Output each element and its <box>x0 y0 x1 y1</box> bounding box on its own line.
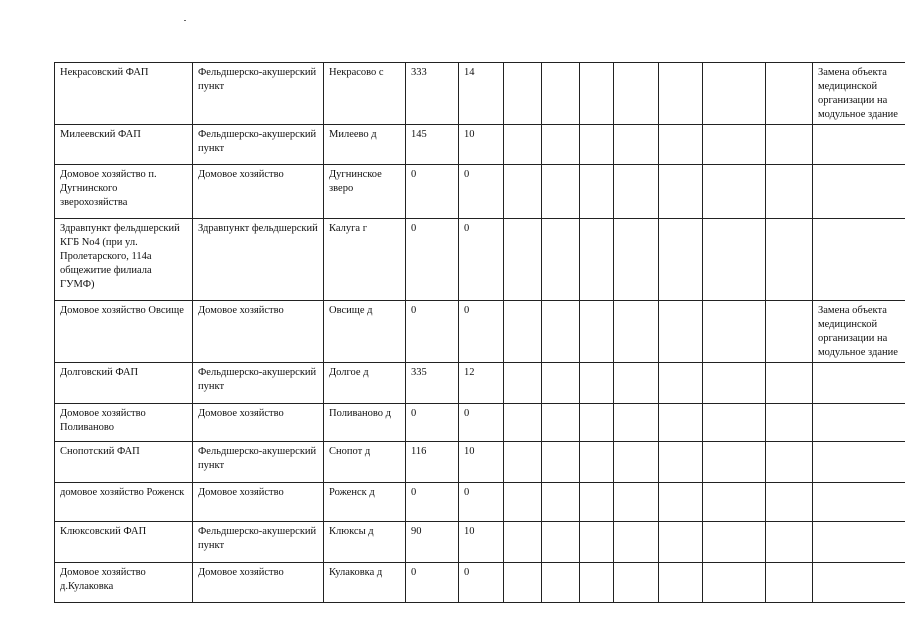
empty-cell <box>614 522 659 563</box>
empty-cell <box>614 363 659 404</box>
facility-name: Здравпункт фельдшерский КГБ No4 (при ул. Пролетарского, 114а общежитие филиала ГУМФ) <box>55 219 193 301</box>
value-1: 145 <box>406 125 459 165</box>
locality: Поливаново д <box>324 404 406 442</box>
empty-cell <box>504 442 542 483</box>
facility-type: Фельдшерско-акушерский пункт <box>193 442 324 483</box>
empty-cell <box>703 63 766 125</box>
table-row <box>55 363 905 404</box>
value-1: 0 <box>406 483 459 522</box>
empty-cell <box>703 522 766 563</box>
value-2: 0 <box>459 301 504 363</box>
empty-cell <box>580 125 614 165</box>
facility-name: Домовое хозяйство д.Кулаковка <box>55 563 193 603</box>
locality: Милеево д <box>324 125 406 165</box>
empty-cell <box>580 563 614 603</box>
empty-cell <box>703 165 766 219</box>
locality: Калуга г <box>324 219 406 301</box>
value-2: 12 <box>459 363 504 404</box>
note <box>813 522 905 563</box>
empty-cell <box>703 363 766 404</box>
value-1: 90 <box>406 522 459 563</box>
empty-cell <box>542 483 580 522</box>
empty-cell <box>614 125 659 165</box>
empty-cell <box>614 301 659 363</box>
note: Замена объекта медицинской организации на модульное здание <box>813 301 905 363</box>
note <box>813 404 905 442</box>
empty-cell <box>659 522 703 563</box>
value-1: 0 <box>406 404 459 442</box>
empty-cell <box>614 165 659 219</box>
empty-cell <box>766 404 813 442</box>
empty-cell <box>766 301 813 363</box>
empty-cell <box>659 483 703 522</box>
value-1: 0 <box>406 563 459 603</box>
empty-cell <box>504 63 542 125</box>
empty-cell <box>659 404 703 442</box>
facility-type: Здравпункт фельдшерский <box>193 219 324 301</box>
table-row <box>55 219 905 301</box>
facility-name: Клюксовский ФАП <box>55 522 193 563</box>
empty-cell <box>766 483 813 522</box>
empty-cell <box>542 442 580 483</box>
empty-cell <box>703 125 766 165</box>
note <box>813 125 905 165</box>
scan-speck <box>184 20 186 21</box>
empty-cell <box>703 563 766 603</box>
facility-name: Милеевский ФАП <box>55 125 193 165</box>
facility-type: Фельдшерско-акушерский пункт <box>193 522 324 563</box>
empty-cell <box>580 219 614 301</box>
empty-cell <box>766 125 813 165</box>
empty-cell <box>542 165 580 219</box>
note <box>813 442 905 483</box>
empty-cell <box>542 301 580 363</box>
table-row <box>55 301 905 363</box>
empty-cell <box>580 522 614 563</box>
facility-type: Домовое хозяйство <box>193 165 324 219</box>
note <box>813 165 905 219</box>
empty-cell <box>504 483 542 522</box>
empty-cell <box>614 63 659 125</box>
value-1: 0 <box>406 219 459 301</box>
empty-cell <box>659 442 703 483</box>
empty-cell <box>659 363 703 404</box>
empty-cell <box>659 63 703 125</box>
value-2: 10 <box>459 125 504 165</box>
empty-cell <box>766 522 813 563</box>
empty-cell <box>614 442 659 483</box>
empty-cell <box>580 442 614 483</box>
empty-cell <box>580 483 614 522</box>
value-1: 0 <box>406 301 459 363</box>
table-row <box>55 483 905 522</box>
facility-name: Снопотский ФАП <box>55 442 193 483</box>
empty-cell <box>659 301 703 363</box>
table-row <box>55 563 905 603</box>
table-row <box>55 125 905 165</box>
facility-type: Домовое хозяйство <box>193 301 324 363</box>
value-2: 0 <box>459 483 504 522</box>
empty-cell <box>766 442 813 483</box>
empty-cell <box>504 363 542 404</box>
locality: Овсище д <box>324 301 406 363</box>
table-row <box>55 522 905 563</box>
facility-name: Некрасовский ФАП <box>55 63 193 125</box>
facility-name: Домовое хозяйство Овсище <box>55 301 193 363</box>
facility-name: домовое хозяйство Роженск <box>55 483 193 522</box>
empty-cell <box>504 165 542 219</box>
empty-cell <box>504 125 542 165</box>
locality: Кулаковка д <box>324 563 406 603</box>
facility-name: Долговский ФАП <box>55 363 193 404</box>
empty-cell <box>580 165 614 219</box>
table-row <box>55 63 905 125</box>
empty-cell <box>504 563 542 603</box>
empty-cell <box>766 165 813 219</box>
value-2: 10 <box>459 522 504 563</box>
empty-cell <box>504 404 542 442</box>
facility-type: Фельдшерско-акушерский пункт <box>193 63 324 125</box>
empty-cell <box>659 563 703 603</box>
locality: Дугнинское зверо <box>324 165 406 219</box>
note <box>813 563 905 603</box>
empty-cell <box>542 219 580 301</box>
empty-cell <box>542 404 580 442</box>
empty-cell <box>703 301 766 363</box>
value-1: 0 <box>406 165 459 219</box>
value-2: 0 <box>459 165 504 219</box>
empty-cell <box>542 563 580 603</box>
facility-type: Домовое хозяйство <box>193 483 324 522</box>
value-2: 0 <box>459 404 504 442</box>
empty-cell <box>703 219 766 301</box>
empty-cell <box>542 63 580 125</box>
facility-name: Домовое хозяйство п. Дугнинского зверохозяйства <box>55 165 193 219</box>
empty-cell <box>504 219 542 301</box>
value-1: 335 <box>406 363 459 404</box>
empty-cell <box>703 404 766 442</box>
empty-cell <box>766 219 813 301</box>
empty-cell <box>766 363 813 404</box>
value-2: 0 <box>459 563 504 603</box>
value-2: 10 <box>459 442 504 483</box>
note <box>813 219 905 301</box>
value-1: 116 <box>406 442 459 483</box>
locality: Роженск д <box>324 483 406 522</box>
facilities-table <box>54 62 905 603</box>
empty-cell <box>504 522 542 563</box>
facility-type: Домовое хозяйство <box>193 563 324 603</box>
value-1: 333 <box>406 63 459 125</box>
locality: Долгое д <box>324 363 406 404</box>
empty-cell <box>542 522 580 563</box>
empty-cell <box>766 63 813 125</box>
empty-cell <box>659 219 703 301</box>
empty-cell <box>542 125 580 165</box>
table-row <box>55 404 905 442</box>
value-2: 0 <box>459 219 504 301</box>
table-row <box>55 442 905 483</box>
empty-cell <box>659 125 703 165</box>
empty-cell <box>580 301 614 363</box>
facility-type: Фельдшерско-акушерский пункт <box>193 363 324 404</box>
note: Замена объекта медицинской организации на модульное здание <box>813 63 905 125</box>
empty-cell <box>580 404 614 442</box>
empty-cell <box>580 63 614 125</box>
empty-cell <box>614 219 659 301</box>
locality: Снопот д <box>324 442 406 483</box>
empty-cell <box>580 363 614 404</box>
facility-type: Домовое хозяйство <box>193 404 324 442</box>
facility-type: Фельдшерско-акушерский пункт <box>193 125 324 165</box>
empty-cell <box>703 483 766 522</box>
empty-cell <box>766 563 813 603</box>
empty-cell <box>614 563 659 603</box>
note <box>813 483 905 522</box>
facility-name: Домовое хозяйство Поливаново <box>55 404 193 442</box>
table-row <box>55 165 905 219</box>
locality: Некрасово с <box>324 63 406 125</box>
note <box>813 363 905 404</box>
empty-cell <box>542 363 580 404</box>
empty-cell <box>504 301 542 363</box>
empty-cell <box>614 404 659 442</box>
empty-cell <box>703 442 766 483</box>
locality: Клюксы д <box>324 522 406 563</box>
empty-cell <box>614 483 659 522</box>
value-2: 14 <box>459 63 504 125</box>
empty-cell <box>659 165 703 219</box>
